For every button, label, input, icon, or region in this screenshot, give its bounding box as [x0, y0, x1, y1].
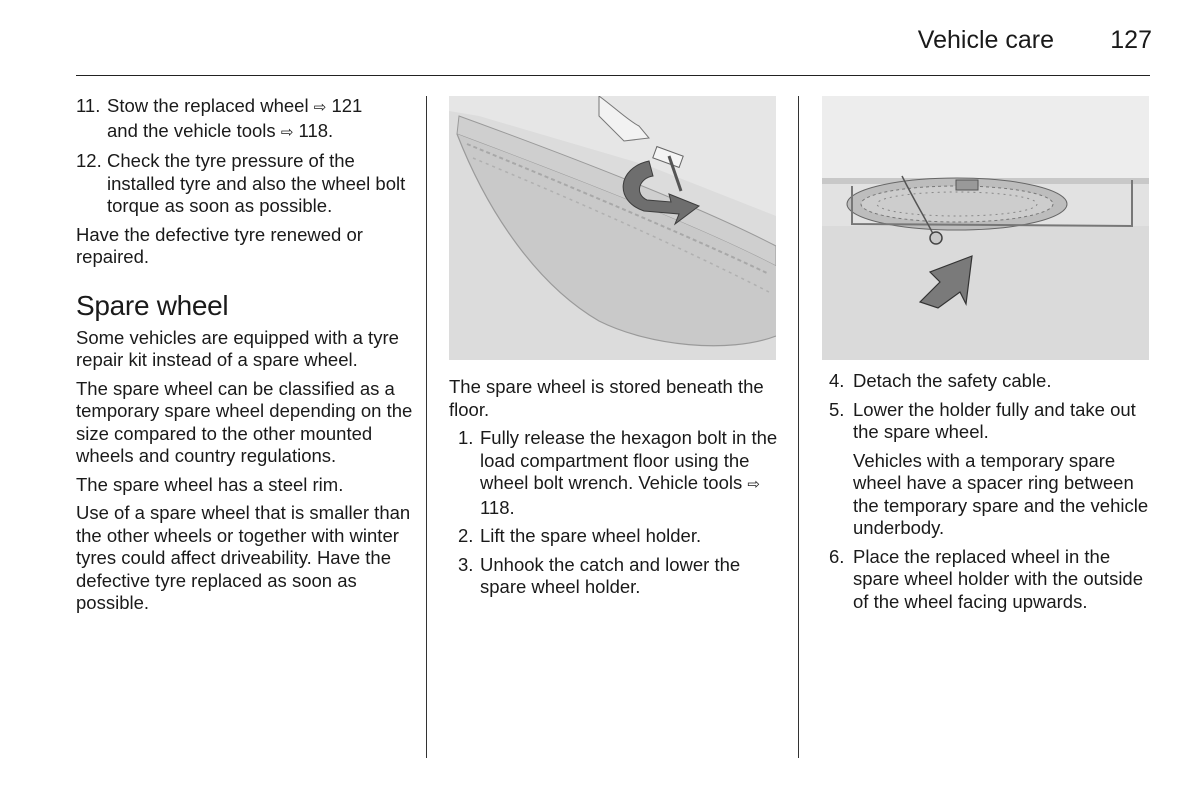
paragraph: Have the defective tyre renewed or repaired. — [76, 223, 363, 267]
column-2 — [449, 376, 789, 605]
item-number: 6. — [829, 545, 845, 567]
list-item-3 — [449, 554, 789, 599]
column-divider-right — [798, 96, 799, 758]
list-item-11 — [76, 95, 416, 144]
item-number: 4. — [829, 370, 845, 391]
page-ref-arrow-icon: ⇨ — [280, 123, 294, 141]
header-rule — [76, 75, 1150, 76]
item-text: Check the tyre pressure of the installed tyre and also the wheel bolt torque as soon as possible. — [107, 150, 406, 216]
column-3 — [829, 370, 1154, 619]
paragraph: The spare wheel can be classified as a temporary spare wheel depending on the size compared to the other mounted wheels and country regulations. — [76, 377, 413, 466]
list-item-12 — [76, 150, 416, 218]
item-text: Lower the holder fully and take out the spare wheel. — [853, 398, 1136, 442]
page-header — [0, 0, 1200, 80]
list-item-5 — [829, 399, 1154, 444]
paragraph: The spare wheel is stored beneath the floor. — [449, 376, 764, 420]
paragraph: The spare wheel has a steel rim. — [76, 473, 344, 495]
column-1 — [76, 95, 416, 621]
list-item-1 — [449, 427, 789, 519]
item-text: Unhook the catch and lower the spare wheel holder. — [480, 553, 741, 597]
item-number: 2. — [458, 525, 474, 546]
item-number: 11. — [76, 95, 101, 116]
item-text: and the vehicle tools — [107, 119, 276, 141]
list-item-6 — [829, 546, 1154, 614]
item-text: Detach the safety cable. — [853, 370, 1052, 391]
item-number: 1. — [458, 427, 474, 448]
page-ref-link[interactable]: 118. — [298, 119, 334, 141]
illustration-wrench-load-floor — [449, 96, 776, 360]
page-ref-arrow-icon: ⇨ — [313, 99, 327, 116]
list-item-4 — [829, 370, 1154, 393]
item-text: Place the replaced wheel in the spare wheel holder with the outside of the wheel facing upwards. — [853, 545, 1144, 612]
item-text: Fully release the hexagon bolt in the load compartment floor using the wheel bolt wrench. Vehicle tools — [480, 427, 778, 493]
page-ref-link[interactable]: 118. — [480, 496, 515, 518]
item-number: 3. — [458, 553, 474, 575]
page-ref-link[interactable]: 121 — [331, 95, 363, 116]
paragraph-note: Vehicles with a temporary spare wheel have a spacer ring between the temporary spare and the vehicle underbody. — [853, 449, 1149, 538]
page-number: 127 — [1110, 26, 1152, 54]
heading-spare-wheel: Spare wheel — [76, 289, 229, 321]
item-number: 12. — [76, 150, 102, 171]
section-title: Vehicle care — [917, 26, 1054, 54]
item-number: 5. — [829, 398, 845, 420]
paragraph: Some vehicles are equipped with a tyre repair kit instead of a spare wheel. — [76, 326, 399, 370]
paragraph: Use of a spare wheel that is smaller than the other wheels or together with winter tyres could affect driveability. Have the defective tyre replaced as soon as possible. — [76, 502, 411, 613]
page-ref-arrow-icon: ⇨ — [747, 476, 760, 493]
illustration-spare-wheel-underbody — [822, 96, 1149, 360]
column-divider-left — [426, 96, 427, 758]
list-item-2 — [449, 525, 789, 548]
item-text: Stow the replaced wheel — [107, 95, 309, 116]
item-text: Lift the spare wheel holder. — [480, 525, 702, 546]
